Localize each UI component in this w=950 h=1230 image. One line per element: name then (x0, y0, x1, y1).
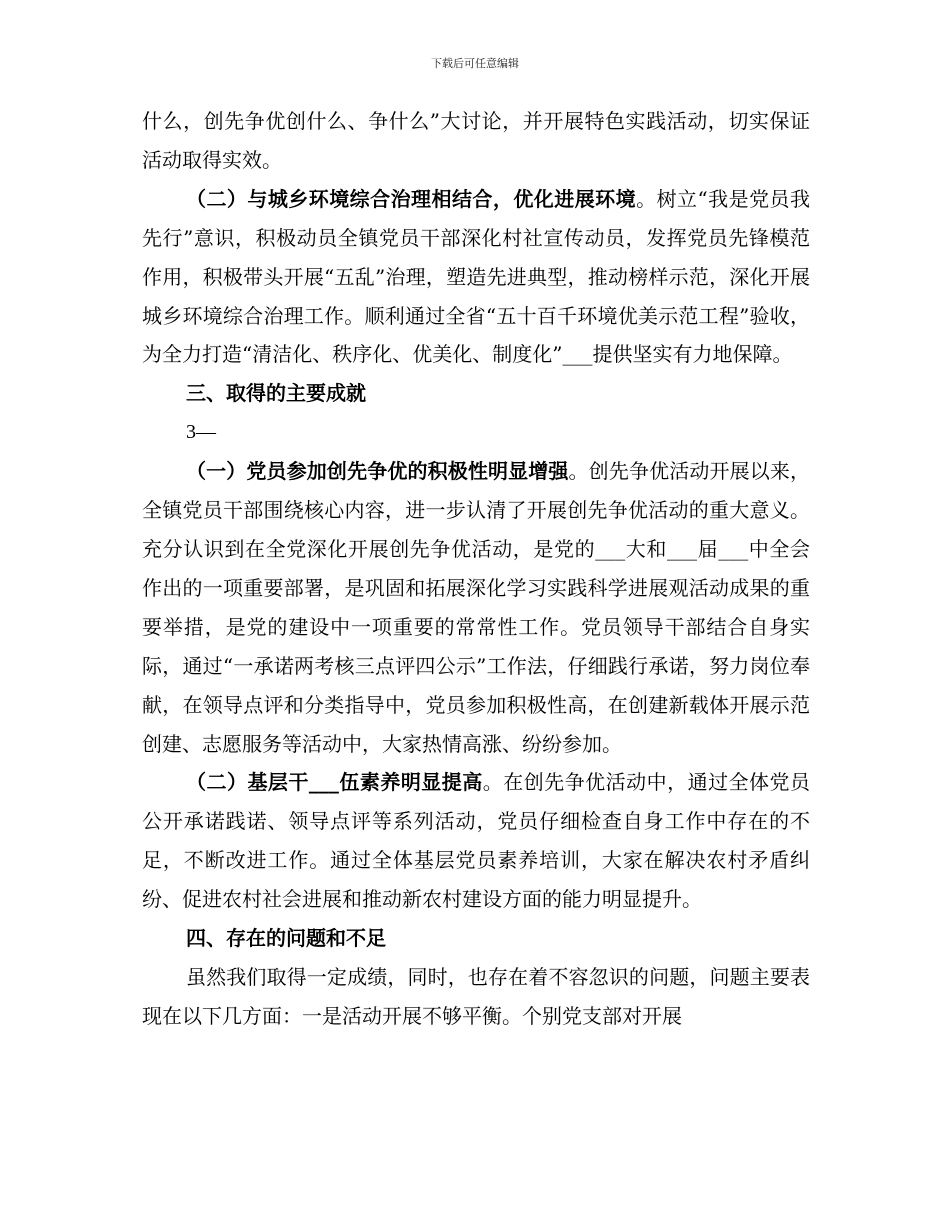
section-heading-4: 四、存在的问题和不足 (186, 926, 386, 951)
page-marker: 3— (186, 421, 216, 444)
paragraph-2-text: 。树立“我是党员我先行”意识，积极动员全镇党员干部深化村社宣传动员，发挥党员先锋模范作用，积极带头开展“五乱”治理，塑造先进典型，推动榜样示范，深化开展城乡环境综合治理工作。顺利通过全省“五十百千环境优美示范工程”验收，为全力打造“清洁化、秩序化、优美化、制度化”___提供坚实有力地保障。 (142, 186, 811, 367)
paragraph-3-heading: （一）党员参加创先争优的积极性明显增强 (186, 459, 569, 484)
page-header: 下载后可任意编辑 (431, 57, 519, 70)
paragraph-2 (142, 180, 810, 375)
paragraph-2-heading: （二）与城乡环境综合治理相结合，优化进展环境 (186, 186, 637, 211)
section-heading-3: 三、取得的主要成就 (186, 381, 366, 406)
paragraph-3 (142, 452, 810, 763)
paragraph-4-text: 。在创先争优活动中，通过全体党员公开承诺践诺、领导点评等系列活动，党员仔细检查自身工作中存在的不足，不断改进工作。通过全体基层党员素养培训，大家在解决农村矛盾纠纷、促进农村社会进展和推动新农村建设方面的能力明显提升。 (142, 770, 811, 912)
document-body (142, 102, 810, 1036)
paragraph-4 (142, 763, 810, 919)
paragraph-5: 虽然我们取得一定成绩，同时，也存在着不容忽识的问题，问题主要表现在以下几方面：一是活动开展不够平衡。个别党支部对开展 (142, 964, 810, 1028)
paragraph-1: 什么，创先争优创什么、争什么”大讨论，并开展特色实践活动，切实保证活动取得实效。 (142, 109, 810, 172)
paragraph-3-text: 。创先争优活动开展以来，全镇党员干部围绕核心内容，进一步认清了开展创先争优活动的重大意义。充分认识到在全党深化开展创先争优活动，是党的___大和___届___中全会作出的一项重要部署，是巩固和拓展深化学习实践科学进展观活动成果的重要举措，是党的建设中一项重要的常常性工作。党员领导干部结合自身实际，通过“一承诺两考核三点评四公示”工作法，仔细践行承诺，努力岗位奉献，在领导点评和分类指导中，党员参加积极性高，在创建新载体开展示范创建、志愿服务等活动中，大家热情高涨、纷纷参加。 (142, 459, 811, 756)
paragraph-4-heading: （二）基层干___伍素养明显提高 (186, 770, 483, 795)
